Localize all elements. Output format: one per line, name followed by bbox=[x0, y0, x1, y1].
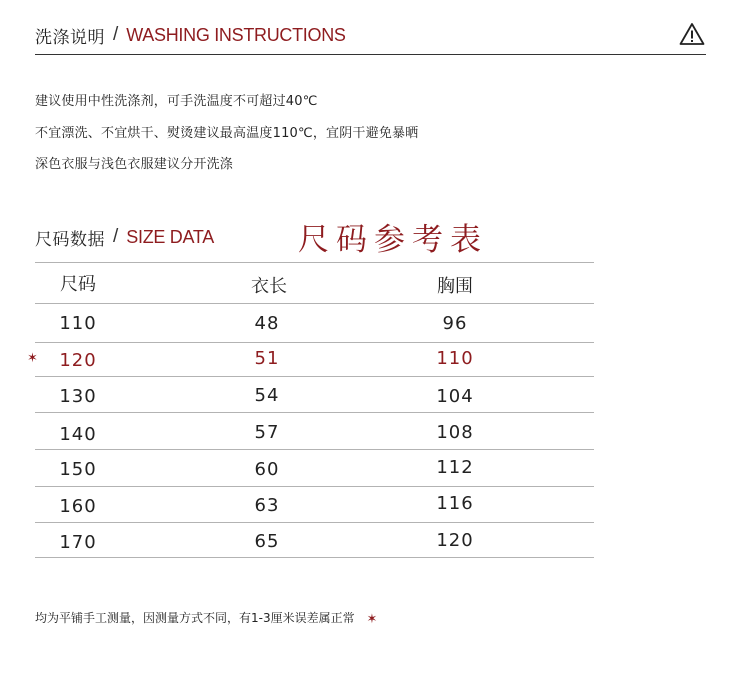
cell-chest: 108 bbox=[436, 422, 474, 443]
cell-size: 130 bbox=[59, 386, 97, 407]
footnote-text: 均为平铺手工测量，因测量方式不同，有1-3厘米误差属正常 bbox=[35, 611, 355, 625]
table-rule bbox=[35, 342, 594, 343]
table-rule bbox=[35, 376, 594, 377]
cell-chest: 96 bbox=[442, 313, 468, 334]
cell-length: 51 bbox=[254, 348, 280, 369]
cell-chest: 110 bbox=[436, 348, 474, 369]
cell-size: 140 bbox=[59, 424, 97, 445]
washing-title-en: WASHING INSTRUCTIONS bbox=[126, 24, 346, 45]
cell-size: 160 bbox=[59, 496, 97, 517]
table-rule bbox=[35, 449, 594, 450]
cell-size: 170 bbox=[59, 532, 97, 553]
washing-header bbox=[35, 22, 346, 48]
cell-chest: 104 bbox=[436, 386, 474, 407]
cell-length: 57 bbox=[254, 422, 280, 443]
table-top-rule bbox=[35, 262, 594, 263]
cell-size: 150 bbox=[59, 459, 97, 480]
size-title-separator: / bbox=[113, 226, 119, 247]
washing-note-2: 不宜漂洗、不宜烘干、熨烫建议最高温度110℃，宜阴干避免暴晒 bbox=[35, 126, 419, 141]
cell-size: 120 bbox=[59, 350, 97, 371]
cell-size: 110 bbox=[59, 313, 97, 334]
measurement-footnote bbox=[35, 609, 377, 626]
cell-length: 65 bbox=[254, 531, 280, 552]
table-bottom-rule bbox=[35, 557, 594, 558]
size-reference-title: 尺码参考表 bbox=[298, 222, 488, 258]
star-mark-icon: ✶ bbox=[27, 351, 38, 366]
header-chest: 胸围 bbox=[437, 276, 473, 297]
header-length: 衣长 bbox=[251, 276, 287, 297]
size-header bbox=[35, 224, 214, 250]
warning-triangle-icon bbox=[679, 22, 705, 46]
washing-divider bbox=[35, 54, 706, 55]
cell-length: 48 bbox=[254, 313, 280, 334]
table-rule bbox=[35, 486, 594, 487]
washing-note-1: 建议使用中性洗涤剂，可手洗温度不可超过40℃ bbox=[35, 94, 318, 109]
cell-chest: 112 bbox=[436, 457, 474, 478]
cell-chest: 116 bbox=[436, 493, 474, 514]
header-size: 尺码 bbox=[60, 274, 96, 295]
washing-title-separator: / bbox=[113, 24, 119, 45]
table-rule bbox=[35, 303, 594, 304]
cell-chest: 120 bbox=[436, 530, 474, 551]
washing-note-3: 深色衣服与浅色衣服建议分开洗涤 bbox=[35, 157, 234, 172]
cell-length: 54 bbox=[254, 385, 280, 406]
star-mark-icon: ✶ bbox=[366, 612, 378, 627]
cell-length: 60 bbox=[254, 459, 280, 480]
size-title-zh: 尺码数据 bbox=[35, 229, 105, 250]
table-rule bbox=[35, 412, 594, 413]
table-rule bbox=[35, 522, 594, 523]
washing-title-zh: 洗涤说明 bbox=[35, 27, 105, 48]
cell-length: 63 bbox=[254, 495, 280, 516]
size-title-en: SIZE DATA bbox=[126, 226, 214, 247]
